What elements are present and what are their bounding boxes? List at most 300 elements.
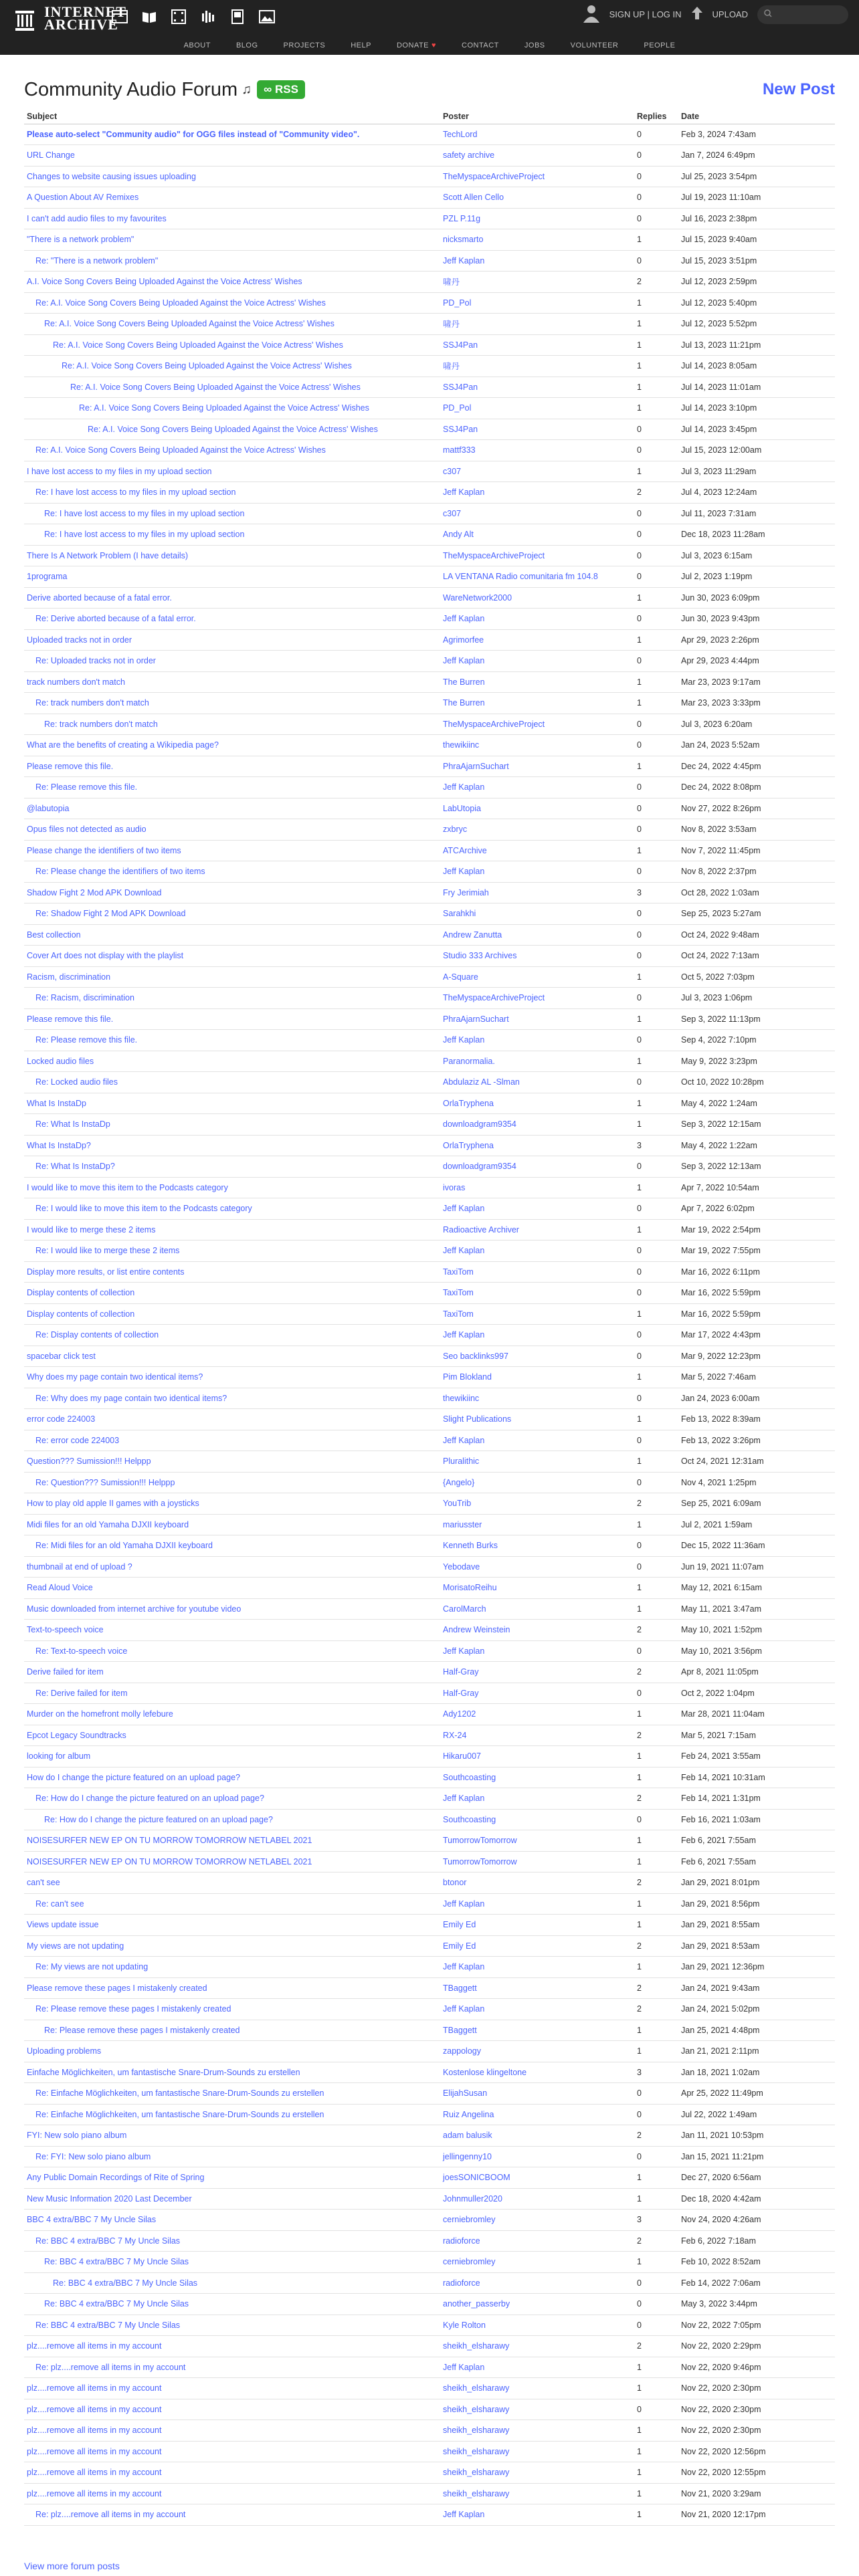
- post-subject-link[interactable]: Views update issue: [27, 1920, 99, 1930]
- poster-link[interactable]: Andrew Weinstein: [443, 1625, 510, 1635]
- poster-link[interactable]: Pim Blokland: [443, 1372, 492, 1382]
- post-subject-link[interactable]: Re: Question??? Sumission!!! Helppp: [35, 1477, 175, 1487]
- post-subject-link[interactable]: Please auto-select "Community audio" for OGG files instead of "Community video".: [27, 129, 360, 139]
- poster-link[interactable]: cerniebromley: [443, 2257, 496, 2267]
- user-avatar-icon[interactable]: [583, 4, 600, 25]
- post-subject-link[interactable]: Best collection: [27, 930, 81, 940]
- poster-link[interactable]: zappology: [443, 2046, 481, 2056]
- post-subject-link[interactable]: Please change the identifiers of two items: [27, 845, 181, 855]
- post-subject-link[interactable]: Please remove these pages I mistakenly created: [27, 1983, 207, 1993]
- poster-link[interactable]: Jeff Kaplan: [443, 255, 485, 265]
- poster-link[interactable]: thewikiinc: [443, 1393, 480, 1403]
- post-subject-link[interactable]: plz....remove all items in my account: [27, 2426, 162, 2436]
- post-subject-link[interactable]: Read Aloud Voice: [27, 1583, 93, 1593]
- replies-count: 0: [634, 819, 678, 841]
- post-subject-link[interactable]: error code 224003: [27, 1414, 96, 1424]
- replies-count: 2: [634, 482, 678, 504]
- poster-link[interactable]: Slight Publications: [443, 1414, 512, 1424]
- poster-link[interactable]: sheikh_elsharawy: [443, 2426, 510, 2436]
- post-subject-link[interactable]: I have lost access to my files in my upload section: [27, 466, 212, 476]
- poster-link[interactable]: btonor: [443, 1878, 467, 1888]
- post-subject-link[interactable]: I can't add audio files to my favourites: [27, 213, 167, 223]
- poster-link[interactable]: Paranormalia.: [443, 1056, 495, 1066]
- poster-link[interactable]: PhraAjarnSuchart: [443, 1014, 509, 1024]
- poster-link[interactable]: Johnmuller2020: [443, 2193, 502, 2204]
- video-icon[interactable]: [170, 8, 187, 25]
- poster-link[interactable]: Jeff Kaplan: [443, 1246, 485, 1256]
- poster-link[interactable]: YouTrib: [443, 1499, 472, 1509]
- poster-link[interactable]: Jeff Kaplan: [443, 1435, 485, 1445]
- post-subject-link[interactable]: Re: A.I. Voice Song Covers Being Uploaded Against the Voice Actress' Wishes: [35, 445, 326, 455]
- poster-link[interactable]: Andy Alt: [443, 530, 474, 540]
- post-subject-link[interactable]: plz....remove all items in my account: [27, 2341, 162, 2351]
- poster-link[interactable]: safety archive: [443, 150, 495, 160]
- poster-link[interactable]: Pluralithic: [443, 1457, 480, 1467]
- poster-link[interactable]: TheMyspaceArchiveProject: [443, 550, 545, 560]
- post-subject-link[interactable]: A Question About AV Remixes: [27, 193, 139, 203]
- post-subject-link[interactable]: Re: Why does my page contain two identical items?: [35, 1393, 227, 1403]
- post-subject-link[interactable]: Re: Please change the identifiers of two items: [35, 867, 205, 877]
- poster-link[interactable]: sheikh_elsharawy: [443, 2341, 510, 2351]
- poster-link[interactable]: OrlaTryphena: [443, 1098, 494, 1108]
- post-subject-link[interactable]: plz....remove all items in my account: [27, 2404, 162, 2414]
- poster-link[interactable]: 啸丹: [443, 320, 460, 330]
- post-subject-link[interactable]: A.I. Voice Song Covers Being Uploaded Against the Voice Actress' Wishes: [27, 277, 302, 287]
- poster-link[interactable]: SSJ4Pan: [443, 340, 478, 350]
- post-subject-link[interactable]: How do I change the picture featured on an upload page?: [27, 1772, 240, 1782]
- post-subject-link[interactable]: Re: Please remove these pages I mistakenly created: [35, 2004, 231, 2014]
- post-subject-link[interactable]: Re: can't see: [35, 1899, 84, 1909]
- poster-link[interactable]: Jeff Kaplan: [443, 782, 485, 792]
- poster-link[interactable]: TaxiTom: [443, 1267, 474, 1277]
- post-subject-link[interactable]: Re: plz....remove all items in my account: [35, 2510, 186, 2520]
- post-subject-link[interactable]: Re: I have lost access to my files in my upload section: [44, 530, 245, 540]
- poster-link[interactable]: Scott Allen Cello: [443, 193, 504, 203]
- post-subject-link[interactable]: Midi files for an old Yamaha DJXII keyboard: [27, 1519, 189, 1529]
- post-subject-link[interactable]: Changes to website causing issues uploading: [27, 171, 196, 181]
- replies-count: 1: [634, 1598, 678, 1620]
- poster-link[interactable]: sheikh_elsharawy: [443, 2468, 510, 2478]
- post-subject-link[interactable]: Re: BBC 4 extra/BBC 7 My Uncle Silas: [44, 2299, 189, 2309]
- subject-cell: [24, 1704, 440, 1725]
- poster-link[interactable]: Southcoasting: [443, 1814, 496, 1824]
- poster-link[interactable]: Studio 333 Archives: [443, 951, 517, 961]
- poster-link[interactable]: ElijahSusan: [443, 2088, 488, 2099]
- poster-link[interactable]: Half-Gray: [443, 1667, 479, 1677]
- post-subject-link[interactable]: Re: A.I. Voice Song Covers Being Uploaded Against the Voice Actress' Wishes: [35, 298, 326, 308]
- poster-link[interactable]: PD_Pol: [443, 403, 472, 413]
- post-date: Nov 7, 2022 11:45pm: [678, 840, 835, 861]
- view-more-link[interactable]: View more forum posts: [24, 2560, 120, 2571]
- poster-link[interactable]: TechLord: [443, 129, 478, 139]
- poster-link[interactable]: Jeff Kaplan: [443, 656, 485, 666]
- post-subject-link[interactable]: Re: A.I. Voice Song Covers Being Uploaded Against the Voice Actress' Wishes: [79, 403, 369, 413]
- poster-cell: [440, 1935, 634, 1957]
- subject-cell: [24, 2146, 440, 2167]
- post-subject-link[interactable]: spacebar click test: [27, 1351, 96, 1361]
- post-subject-link[interactable]: Re: My views are not updating: [35, 1962, 149, 1972]
- poster-link[interactable]: Fry Jerimiah: [443, 887, 489, 897]
- rss-button[interactable]: [257, 80, 305, 99]
- poster-link[interactable]: TBaggett: [443, 2025, 477, 2035]
- poster-cell: [440, 2420, 634, 2442]
- poster-cell: [440, 693, 634, 714]
- post-subject-link[interactable]: thumbnail at end of upload ?: [27, 1562, 132, 1572]
- post-subject-link[interactable]: Why does my page contain two identical items?: [27, 1372, 203, 1382]
- post-subject-link[interactable]: Re: A.I. Voice Song Covers Being Uploaded Against the Voice Actress' Wishes: [88, 424, 378, 434]
- poster-cell: [440, 735, 634, 756]
- nav-donate-wrap[interactable]: [397, 41, 436, 49]
- poster-link[interactable]: sheikh_elsharawy: [443, 2383, 510, 2393]
- poster-link[interactable]: radioforce: [443, 2236, 480, 2246]
- post-subject-link[interactable]: "There is a network problem": [27, 235, 134, 245]
- post-subject-link[interactable]: Opus files not detected as audio: [27, 825, 147, 835]
- table-row: [24, 1219, 835, 1241]
- post-date: Jan 29, 2021 8:55am: [678, 1915, 835, 1936]
- post-subject-link[interactable]: Re: plz....remove all items in my account: [35, 2362, 186, 2372]
- post-subject-link[interactable]: looking for album: [27, 1751, 91, 1761]
- signup-login-link[interactable]: SIGN UP | LOG IN: [609, 9, 682, 19]
- post-subject-link[interactable]: 1programa: [27, 572, 68, 582]
- search-input[interactable]: [757, 5, 848, 24]
- subject-cell: [24, 1935, 440, 1957]
- post-subject-link[interactable]: Shadow Fight 2 Mod APK Download: [27, 887, 162, 897]
- post-subject-link[interactable]: Display contents of collection: [27, 1309, 135, 1319]
- replies-count: 1: [634, 1451, 678, 1473]
- post-subject-link[interactable]: can't see: [27, 1878, 60, 1888]
- poster-link[interactable]: c307: [443, 466, 462, 476]
- poster-link[interactable]: RX-24: [443, 1730, 467, 1740]
- poster-link[interactable]: OrlaTryphena: [443, 1140, 494, 1150]
- post-subject-link[interactable]: Re: Please remove this file.: [35, 782, 138, 792]
- poster-link[interactable]: TumorrowTomorrow: [443, 1836, 517, 1846]
- post-subject-link[interactable]: Derive failed for item: [27, 1667, 104, 1677]
- upload-icon[interactable]: [691, 6, 703, 23]
- post-date: Jul 12, 2023 2:59pm: [678, 272, 835, 293]
- nav-projects[interactable]: PROJECTS: [283, 41, 326, 49]
- post-subject-link[interactable]: New Music Information 2020 Last December: [27, 2193, 192, 2204]
- archive-temple-icon: [11, 4, 39, 32]
- post-subject-link[interactable]: Display more results, or list entire contents: [27, 1267, 185, 1277]
- nav-jobs[interactable]: JOBS: [524, 41, 545, 49]
- nav-contact[interactable]: CONTACT: [462, 41, 499, 49]
- poster-link[interactable]: Jeff Kaplan: [443, 1035, 485, 1045]
- post-subject-link[interactable]: Re: BBC 4 extra/BBC 7 My Uncle Silas: [35, 2320, 181, 2330]
- subject-cell: [24, 503, 440, 524]
- poster-link[interactable]: joesSONICBOOM: [443, 2173, 510, 2183]
- nav-help[interactable]: HELP: [351, 41, 371, 49]
- post-subject-link[interactable]: Re: I would like to move this item to the Podcasts category: [35, 1204, 252, 1214]
- poster-link[interactable]: thewikiinc: [443, 740, 480, 750]
- internet-archive-logo[interactable]: [11, 4, 126, 32]
- post-subject-link[interactable]: Re: Locked audio files: [35, 1077, 118, 1087]
- post-subject-link[interactable]: Re: A.I. Voice Song Covers Being Uploaded Against the Voice Actress' Wishes: [62, 361, 352, 371]
- poster-link[interactable]: Agrimorfee: [443, 635, 484, 645]
- poster-link[interactable]: TaxiTom: [443, 1288, 474, 1298]
- subject-cell: [24, 2441, 440, 2462]
- poster-link[interactable]: Southcoasting: [443, 1772, 496, 1782]
- poster-link[interactable]: Emily Ed: [443, 1920, 476, 1930]
- poster-link[interactable]: ATCArchive: [443, 845, 487, 855]
- subject-cell: [24, 966, 440, 988]
- post-subject-link[interactable]: plz....remove all items in my account: [27, 2468, 162, 2478]
- poster-link[interactable]: radioforce: [443, 2278, 480, 2288]
- poster-link[interactable]: 啸丹: [443, 362, 460, 372]
- poster-link[interactable]: Abdulaziz AL -Slman: [443, 1077, 520, 1087]
- nav-people[interactable]: PEOPLE: [644, 41, 676, 49]
- post-subject-link[interactable]: Einfache Möglichkeiten, um fantastische Snare-Drum-Sounds zu erstellen: [27, 2067, 300, 2077]
- poster-link[interactable]: Andrew Zanutta: [443, 930, 502, 940]
- post-subject-link[interactable]: Re: A.I. Voice Song Covers Being Uploaded Against the Voice Actress' Wishes: [53, 340, 343, 350]
- post-subject-link[interactable]: BBC 4 extra/BBC 7 My Uncle Silas: [27, 2215, 157, 2225]
- post-subject-link[interactable]: Re: Midi files for an old Yamaha DJXII keyboard: [35, 1541, 213, 1551]
- web-icon[interactable]: [111, 8, 128, 25]
- subject-cell: [24, 1430, 440, 1451]
- poster-link[interactable]: The Burren: [443, 698, 485, 708]
- poster-link[interactable]: mariusster: [443, 1519, 482, 1529]
- poster-link[interactable]: mattf333: [443, 445, 476, 455]
- poster-link[interactable]: LabUtopia: [443, 803, 481, 813]
- post-subject-link[interactable]: Re: Derive aborted because of a fatal error.: [35, 614, 196, 624]
- post-subject-link[interactable]: Re: Einfache Möglichkeiten, um fantastische Snare-Drum-Sounds zu erstellen: [35, 2109, 324, 2119]
- replies-count: 1: [634, 292, 678, 314]
- poster-link[interactable]: TBaggett: [443, 1983, 477, 1993]
- post-subject-link[interactable]: What Is InstaDp: [27, 1098, 86, 1108]
- poster-link[interactable]: sheikh_elsharawy: [443, 2404, 510, 2414]
- post-subject-link[interactable]: FYI: New solo piano album: [27, 2131, 127, 2141]
- post-subject-link[interactable]: Please remove this file.: [27, 1014, 114, 1024]
- poster-link[interactable]: Kyle Rolton: [443, 2320, 486, 2330]
- post-subject-link[interactable]: NOISESURFER NEW EP ON TU MORROW TOMORROW NETLABEL 2021: [27, 1856, 312, 1866]
- post-subject-link[interactable]: Please remove this file.: [27, 761, 114, 771]
- poster-link[interactable]: Ady1202: [443, 1709, 476, 1719]
- post-subject-link[interactable]: Locked audio files: [27, 1056, 94, 1066]
- post-subject-link[interactable]: Text-to-speech voice: [27, 1625, 104, 1635]
- post-subject-link[interactable]: Re: Racism, discrimination: [35, 993, 134, 1003]
- post-subject-link[interactable]: Re: Text-to-speech voice: [35, 1646, 128, 1656]
- subject-cell: [24, 1114, 440, 1136]
- post-subject-link[interactable]: Re: track numbers don't match: [35, 698, 149, 708]
- post-subject-link[interactable]: Display contents of collection: [27, 1288, 135, 1298]
- table-row: [24, 356, 835, 377]
- poster-link[interactable]: jellingenny10: [443, 2151, 492, 2161]
- audio-icon[interactable]: [199, 8, 217, 25]
- post-subject-link[interactable]: Uploading problems: [27, 2046, 102, 2056]
- post-subject-link[interactable]: How to play old apple II games with a joysticks: [27, 1499, 199, 1509]
- poster-link[interactable]: TheMyspaceArchiveProject: [443, 171, 545, 181]
- poster-link[interactable]: MorisatoReihu: [443, 1583, 497, 1593]
- subject-cell: [24, 1008, 440, 1030]
- poster-link[interactable]: Seo backlinks997: [443, 1351, 508, 1361]
- images-icon[interactable]: [258, 8, 276, 25]
- poster-link[interactable]: Half-Gray: [443, 1688, 479, 1698]
- poster-link[interactable]: Kenneth Burks: [443, 1541, 498, 1551]
- post-subject-link[interactable]: Re: What Is InstaDp?: [35, 1162, 115, 1172]
- software-icon[interactable]: [229, 8, 246, 25]
- audio-forum-icon: ♫: [242, 82, 252, 97]
- poster-link[interactable]: Hikaru007: [443, 1751, 481, 1761]
- subject-cell: [24, 1493, 440, 1515]
- table-row: [24, 2125, 835, 2147]
- poster-link[interactable]: ivoras: [443, 1182, 466, 1192]
- post-subject-link[interactable]: plz....remove all items in my account: [27, 2488, 162, 2498]
- poster-link[interactable]: downloadgram9354: [443, 1119, 516, 1130]
- table-row: [24, 2167, 835, 2189]
- table-row: [24, 1008, 835, 1030]
- poster-link[interactable]: PD_Pol: [443, 298, 472, 308]
- poster-link[interactable]: Jeff Kaplan: [443, 2362, 485, 2372]
- post-subject-link[interactable]: What Is InstaDp?: [27, 1140, 91, 1150]
- table-row: [24, 566, 835, 588]
- subject-cell: [24, 2125, 440, 2147]
- post-subject-link[interactable]: Racism, discrimination: [27, 972, 111, 982]
- poster-link[interactable]: Jeff Kaplan: [443, 1899, 485, 1909]
- poster-link[interactable]: WareNetwork2000: [443, 593, 512, 603]
- poster-link[interactable]: Ruiz Angelina: [443, 2109, 494, 2119]
- post-subject-link[interactable]: Re: I have lost access to my files in my upload section: [44, 508, 245, 518]
- poster-link[interactable]: TumorrowTomorrow: [443, 1856, 517, 1866]
- poster-link[interactable]: Jeff Kaplan: [443, 1330, 485, 1340]
- poster-link[interactable]: sheikh_elsharawy: [443, 2488, 510, 2498]
- table-row: [24, 1093, 835, 1114]
- post-subject-link[interactable]: Re: How do I change the picture featured on an upload page?: [35, 1794, 264, 1804]
- post-subject-link[interactable]: track numbers don't match: [27, 677, 125, 687]
- subject-cell: [24, 2378, 440, 2399]
- post-subject-link[interactable]: Re: track numbers don't match: [44, 719, 158, 729]
- post-subject-link[interactable]: Re: Please remove these pages I mistakenly created: [44, 2025, 240, 2035]
- post-subject-link[interactable]: Re: Display contents of collection: [35, 1330, 159, 1340]
- post-subject-link[interactable]: Re: Derive failed for item: [35, 1688, 128, 1698]
- post-subject-link[interactable]: I would like to merge these 2 items: [27, 1224, 156, 1235]
- post-date: Jul 2, 2021 1:59am: [678, 1514, 835, 1535]
- table-row: [24, 1493, 835, 1515]
- post-subject-link[interactable]: Question??? Sumission!!! Helppp: [27, 1457, 151, 1467]
- post-subject-link[interactable]: Re: Please remove this file.: [35, 1035, 138, 1045]
- poster-link[interactable]: Jeff Kaplan: [443, 1204, 485, 1214]
- post-subject-link[interactable]: Re: Uploaded tracks not in order: [35, 656, 156, 666]
- post-subject-link[interactable]: Re: Shadow Fight 2 Mod APK Download: [35, 909, 186, 919]
- poster-link[interactable]: Jeff Kaplan: [443, 1794, 485, 1804]
- poster-link[interactable]: Jeff Kaplan: [443, 1646, 485, 1656]
- media-type-icons: [111, 8, 276, 25]
- nav-blog[interactable]: BLOG: [235, 41, 258, 49]
- poster-link[interactable]: PZL P.11g: [443, 213, 481, 223]
- replies-count: 0: [634, 651, 678, 672]
- poster-link[interactable]: Jeff Kaplan: [443, 867, 485, 877]
- nav-about[interactable]: ABOUT: [183, 41, 211, 49]
- poster-link[interactable]: PhraAjarnSuchart: [443, 761, 509, 771]
- post-subject-link[interactable]: Music downloaded from internet archive for youtube video: [27, 1604, 242, 1614]
- post-subject-link[interactable]: Re: BBC 4 extra/BBC 7 My Uncle Silas: [35, 2236, 181, 2246]
- post-subject-link[interactable]: URL Change: [27, 150, 75, 160]
- post-date: Mar 17, 2022 4:43pm: [678, 1325, 835, 1346]
- post-subject-link[interactable]: There Is A Network Problem (I have details): [27, 550, 189, 560]
- post-subject-link[interactable]: Re: BBC 4 extra/BBC 7 My Uncle Silas: [53, 2278, 198, 2288]
- poster-link[interactable]: {Angelo}: [443, 1477, 475, 1487]
- new-post-button[interactable]: New Post: [762, 80, 835, 98]
- poster-link[interactable]: LA VENTANA Radio comunitaria fm 104.8: [443, 572, 598, 582]
- poster-link[interactable]: downloadgram9354: [443, 1162, 516, 1172]
- poster-link[interactable]: SSJ4Pan: [443, 424, 478, 434]
- poster-link[interactable]: Jeff Kaplan: [443, 2510, 485, 2520]
- post-date: Jul 12, 2023 5:52pm: [678, 314, 835, 335]
- poster-link[interactable]: Jeff Kaplan: [443, 1962, 485, 1972]
- post-subject-link[interactable]: Re: How do I change the picture featured on an upload page?: [44, 1814, 273, 1824]
- post-subject-link[interactable]: Derive aborted because of a fatal error.: [27, 593, 172, 603]
- post-subject-link[interactable]: Re: BBC 4 extra/BBC 7 My Uncle Silas: [44, 2257, 189, 2267]
- post-subject-link[interactable]: Re: "There is a network problem": [35, 255, 159, 265]
- poster-link[interactable]: Emily Ed: [443, 1941, 476, 1951]
- poster-link[interactable]: sheikh_elsharawy: [443, 2446, 510, 2456]
- poster-link[interactable]: Jeff Kaplan: [443, 614, 485, 624]
- nav-volunteer[interactable]: VOLUNTEER: [570, 41, 619, 49]
- poster-link[interactable]: Jeff Kaplan: [443, 2004, 485, 2014]
- post-subject-link[interactable]: Cover Art does not display with the playlist: [27, 951, 184, 961]
- upload-link[interactable]: UPLOAD: [712, 9, 748, 19]
- post-subject-link[interactable]: Re: error code 224003: [35, 1435, 120, 1445]
- poster-link[interactable]: The Burren: [443, 677, 485, 687]
- poster-link[interactable]: TheMyspaceArchiveProject: [443, 993, 545, 1003]
- post-subject-link[interactable]: Re: I would like to merge these 2 items: [35, 1246, 180, 1256]
- post-subject-link[interactable]: My views are not updating: [27, 1941, 124, 1951]
- post-subject-link[interactable]: Murder on the homefront molly lefebure: [27, 1709, 173, 1719]
- poster-cell: [440, 334, 634, 356]
- post-subject-link[interactable]: NOISESURFER NEW EP ON TU MORROW TOMORROW NETLABEL 2021: [27, 1836, 312, 1846]
- poster-link[interactable]: cerniebromley: [443, 2215, 496, 2225]
- post-subject-link[interactable]: plz....remove all items in my account: [27, 2446, 162, 2456]
- subject-cell: [24, 2504, 440, 2526]
- poster-link[interactable]: adam balusik: [443, 2131, 492, 2141]
- post-subject-link[interactable]: Re: I have lost access to my files in my upload section: [35, 488, 236, 498]
- post-subject-link[interactable]: Re: A.I. Voice Song Covers Being Uploaded Against the Voice Actress' Wishes: [70, 382, 361, 392]
- poster-link[interactable]: Kostenlose klingeltone: [443, 2067, 527, 2077]
- poster-link[interactable]: Yebodave: [443, 1562, 480, 1572]
- poster-link[interactable]: A-Square: [443, 972, 478, 982]
- poster-link[interactable]: another_passerby: [443, 2299, 510, 2309]
- post-subject-link[interactable]: @labutopia: [27, 803, 70, 813]
- texts-icon[interactable]: [140, 8, 158, 25]
- poster-link[interactable]: TaxiTom: [443, 1309, 474, 1319]
- poster-link[interactable]: nicksmarto: [443, 235, 484, 245]
- post-subject-link[interactable]: Re: Einfache Möglichkeiten, um fantastische Snare-Drum-Sounds zu erstellen: [35, 2088, 324, 2099]
- post-subject-link[interactable]: Epcot Legacy Soundtracks: [27, 1730, 126, 1740]
- poster-link[interactable]: Sarahkhi: [443, 909, 476, 919]
- poster-link[interactable]: 啸丹: [443, 278, 460, 288]
- table-row: [24, 1999, 835, 2020]
- post-subject-link[interactable]: Re: What Is InstaDp: [35, 1119, 110, 1130]
- post-subject-link[interactable]: Re: FYI: New solo piano album: [35, 2151, 151, 2161]
- post-subject-link[interactable]: Uploaded tracks not in order: [27, 635, 132, 645]
- poster-link[interactable]: SSJ4Pan: [443, 382, 478, 392]
- post-subject-link[interactable]: I would like to move this item to the Podcasts category: [27, 1182, 228, 1192]
- poster-link[interactable]: zxbryc: [443, 825, 468, 835]
- poster-link[interactable]: Jeff Kaplan: [443, 488, 485, 498]
- post-subject-link[interactable]: Any Public Domain Recordings of Rite of Spring: [27, 2173, 205, 2183]
- post-subject-link[interactable]: Re: A.I. Voice Song Covers Being Uploaded Against the Voice Actress' Wishes: [44, 319, 335, 329]
- poster-link[interactable]: TheMyspaceArchiveProject: [443, 719, 545, 729]
- nav-donate[interactable]: DONATE: [396, 41, 430, 49]
- post-date: May 4, 2022 1:22am: [678, 1135, 835, 1156]
- post-subject-link[interactable]: plz....remove all items in my account: [27, 2383, 162, 2393]
- poster-link[interactable]: c307: [443, 508, 462, 518]
- post-date: Jul 25, 2023 3:54pm: [678, 166, 835, 187]
- poster-link[interactable]: Radioactive Archiver: [443, 1224, 519, 1235]
- post-subject-link[interactable]: What are the benefits of creating a Wikipedia page?: [27, 740, 219, 750]
- table-row: [24, 1241, 835, 1262]
- post-date: Oct 24, 2022 7:13am: [678, 946, 835, 967]
- poster-cell: [440, 1535, 634, 1557]
- poster-link[interactable]: CarolMarch: [443, 1604, 486, 1614]
